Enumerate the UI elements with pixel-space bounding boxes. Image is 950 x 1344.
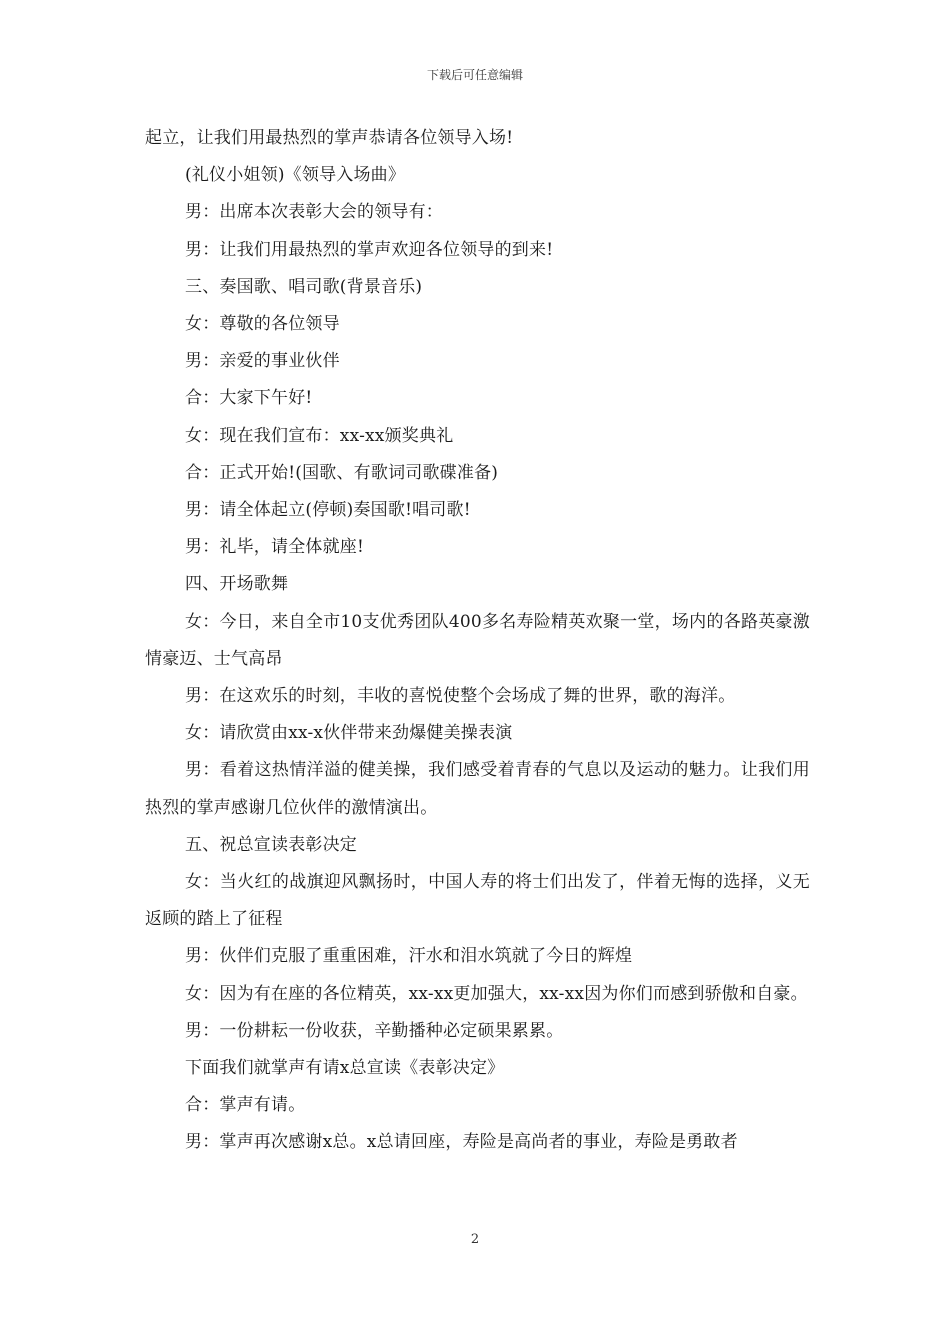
paragraph: 男：让我们用最热烈的掌声欢迎各位领导的到来! xyxy=(185,239,554,260)
paragraph: 起立，让我们用最热烈的掌声恭请各位领导入场! xyxy=(145,128,514,148)
paragraph: 下面我们就掌声有请x总宣读《表彰决定》 xyxy=(185,1058,505,1079)
paragraph: 男：一份耕耘一份收获，辛勤播种必定硕果累累。 xyxy=(185,1020,564,1041)
document-body xyxy=(145,120,810,1162)
paragraph: 女：请欣赏由xx-x伙伴带来劲爆健美操表演 xyxy=(185,723,513,744)
paragraph: 女：现在我们宣布：xx-xx颁奖典礼 xyxy=(185,425,454,446)
paragraph: 三、奏国歌、唱司歌(背景音乐) xyxy=(185,276,423,297)
paragraph: 男：礼毕，请全体就座! xyxy=(185,537,365,558)
paragraph: 男：在这欢乐的时刻，丰收的喜悦使整个会场成了舞的世界，歌的海洋。 xyxy=(185,686,736,707)
paragraph: 男：看着这热情洋溢的健美操，我们感受着青春的气息以及运动的魅力。让我们用热烈的掌声感谢几位伙伴的激情演出。 xyxy=(145,760,810,818)
paragraph: 男：掌声再次感谢x总。x总请回座，寿险是高尚者的事业，寿险是勇敢者 xyxy=(185,1132,738,1153)
paragraph: 女：尊敬的各位领导 xyxy=(185,314,340,335)
paragraph: 合：掌声有请。 xyxy=(185,1095,306,1116)
paragraph: 男：伙伴们克服了重重困难，汗水和泪水筑就了今日的辉煌 xyxy=(185,946,633,967)
paragraph: 女：当火红的战旗迎风飘扬时，中国人寿的将士们出发了，伴着无悔的选择，义无返顾的踏上了征程 xyxy=(145,872,810,930)
paragraph: 五、祝总宣读表彰决定 xyxy=(185,834,357,855)
paragraph: 四、开场歌舞 xyxy=(185,574,289,595)
paragraph: 女：因为有在座的各位精英，xx-xx更加强大，xx-xx因为你们而感到骄傲和自豪。 xyxy=(185,983,808,1004)
page-number: 2 xyxy=(470,1232,480,1247)
paragraph: 男：出席本次表彰大会的领导有： xyxy=(185,202,443,223)
paragraph: 合：大家下午好! xyxy=(185,388,313,409)
paragraph: 合：正式开始!(国歌、有歌词司歌碟准备) xyxy=(185,462,499,483)
paragraph: 男：亲爱的事业伙伴 xyxy=(185,351,340,372)
paragraph: (礼仪小姐领)《领导入场曲》 xyxy=(185,165,406,186)
paragraph: 女：今日，来自全市10支优秀团队400多名寿险精英欢聚一堂，场内的各路英豪激情豪迈、士气高昂 xyxy=(145,611,810,669)
page-header: 下载后可任意编辑 xyxy=(426,68,523,82)
paragraph: 男：请全体起立(停顿)奏国歌!唱司歌! xyxy=(185,500,471,521)
